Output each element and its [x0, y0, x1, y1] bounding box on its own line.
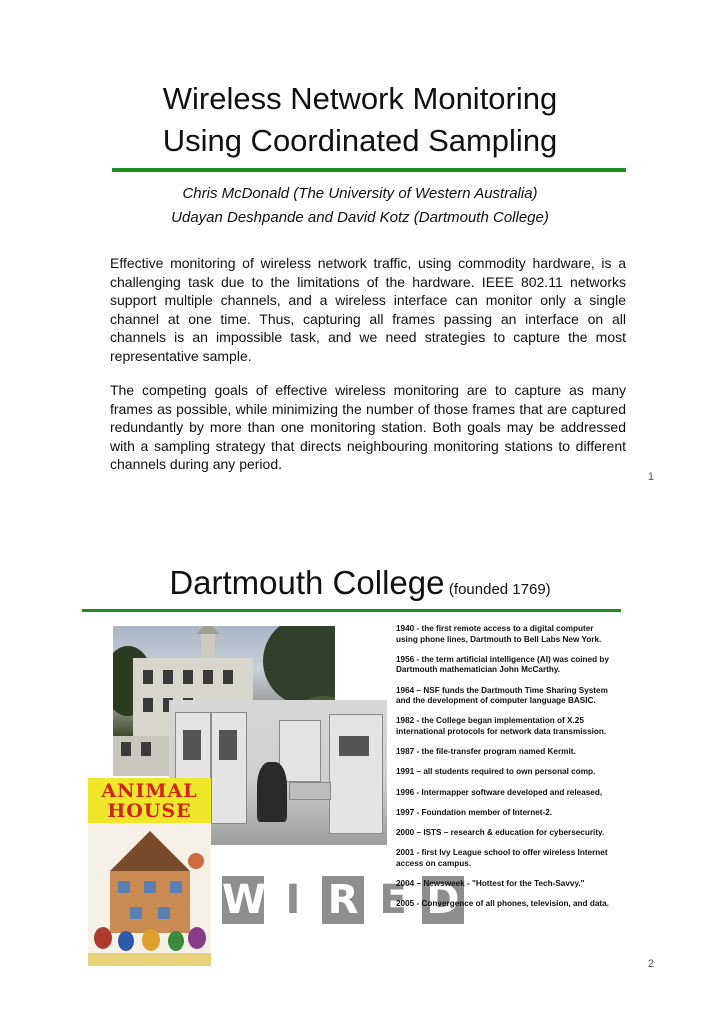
timeline-item-line1: 2001 - first Ivy League school to offer wireless Internet	[396, 848, 608, 858]
title-divider	[112, 168, 626, 172]
abstract-paragraph-1: Effective monitoring of wireless network traffic, using commodity hardware, is a challenging task due to the limitations of the hardware. IEEE 802.11 networks support multiple channels, and a wireless interface can monitor only a single channel at one time. Thus, capturing all frames passing an interface on all channels is an impossible task, and we need strategies to capture the most representative sample.	[110, 255, 626, 364]
timeline-item-line1: 1964 – NSF funds the Dartmouth Time Sharing System	[396, 685, 608, 695]
wired-letter-d: D	[422, 876, 464, 924]
slide1-title	[0, 78, 720, 162]
timeline-item-line1: 1996 - Intermapper software developed and released,	[396, 787, 603, 797]
timeline-item	[396, 767, 636, 778]
timeline-item-line1: 1956 - the term artificial intelligence (AI) was coined by	[396, 654, 609, 664]
timeline-item	[396, 624, 636, 645]
wired-letter-r: R	[322, 876, 364, 924]
page-number-1: 1	[647, 471, 654, 483]
timeline-item	[396, 788, 636, 799]
timeline-item-line2: and the development of computer language BASIC.	[396, 696, 596, 706]
timeline-item-line2: international protocols for network data transmission.	[396, 726, 607, 736]
author-line2: Udayan Deshpande and David Kotz (Dartmouth College)	[171, 209, 549, 226]
timeline-item-line1: 2000 – ISTS – research & education for cybersecurity.	[396, 827, 605, 837]
wired-letter-i: I	[285, 877, 301, 923]
timeline-item-line1: 1991 – all students required to own personal comp.	[396, 767, 596, 777]
history-timeline	[396, 624, 636, 919]
poster-line2: HOUSE	[107, 800, 192, 822]
timeline-item	[396, 808, 636, 819]
timeline-item-line2: using phone lines, Dartmouth to Bell Labs New York.	[396, 634, 602, 644]
authors	[0, 182, 720, 230]
author-line1: Chris McDonald (The University of Western Australia)	[182, 185, 538, 202]
timeline-item-line2: access on campus.	[396, 858, 472, 868]
timeline-item	[396, 747, 636, 758]
campus-hall-photo-lower	[113, 736, 169, 776]
slide2-title-subtitle: (founded 1769)	[448, 581, 551, 598]
wired-letter-e: E	[379, 877, 407, 923]
timeline-item	[396, 655, 636, 676]
wired-letter-w: W	[222, 877, 267, 923]
timeline-item-line1: 2004 – Newsweek - "Hottest for the Tech-Savvy."	[396, 878, 585, 888]
animal-house-poster-title	[88, 778, 211, 823]
poster-line1: ANIMAL	[101, 780, 198, 802]
slide2-title-main: Dartmouth College	[169, 564, 445, 601]
timeline-item	[396, 716, 636, 737]
slide1-title-line1: Wireless Network Monitoring	[162, 81, 558, 116]
abstract-paragraph-2: The competing goals of effective wireless monitoring are to capture as many frames as possible, while minimizing the number of those frames that are captured redundantly by more than one monitoring station. Both goals may be addressed with a sampling strategy that directs neighbouring monitoring stations to different channels during any period.	[110, 382, 626, 473]
timeline-item-line1: 1987 - the file-transfer program named Kermit.	[396, 747, 576, 757]
timeline-item-line1: 1982 - the College began implementation of X.25	[396, 716, 584, 726]
animal-house-poster-art	[88, 823, 211, 966]
timeline-item-line2: Dartmouth mathematician John McCarthy.	[396, 665, 561, 675]
slide2-title	[0, 564, 720, 602]
timeline-item	[396, 686, 636, 707]
page-number-2: 2	[647, 958, 654, 970]
slide2-divider	[82, 609, 621, 612]
timeline-item-line1: 2005 - Convergence of all phones, television, and data.	[396, 899, 609, 909]
timeline-item	[396, 879, 636, 890]
timeline-item-line1: 1940 - the first remote access to a digital computer	[396, 624, 594, 633]
timeline-item-line1: 1997 - Foundation member of Internet-2.	[396, 807, 553, 817]
timeline-item	[396, 828, 636, 839]
timeline-item	[396, 899, 636, 910]
slide1-title-line2: Using Coordinated Sampling	[162, 123, 558, 158]
timeline-item	[396, 848, 636, 869]
